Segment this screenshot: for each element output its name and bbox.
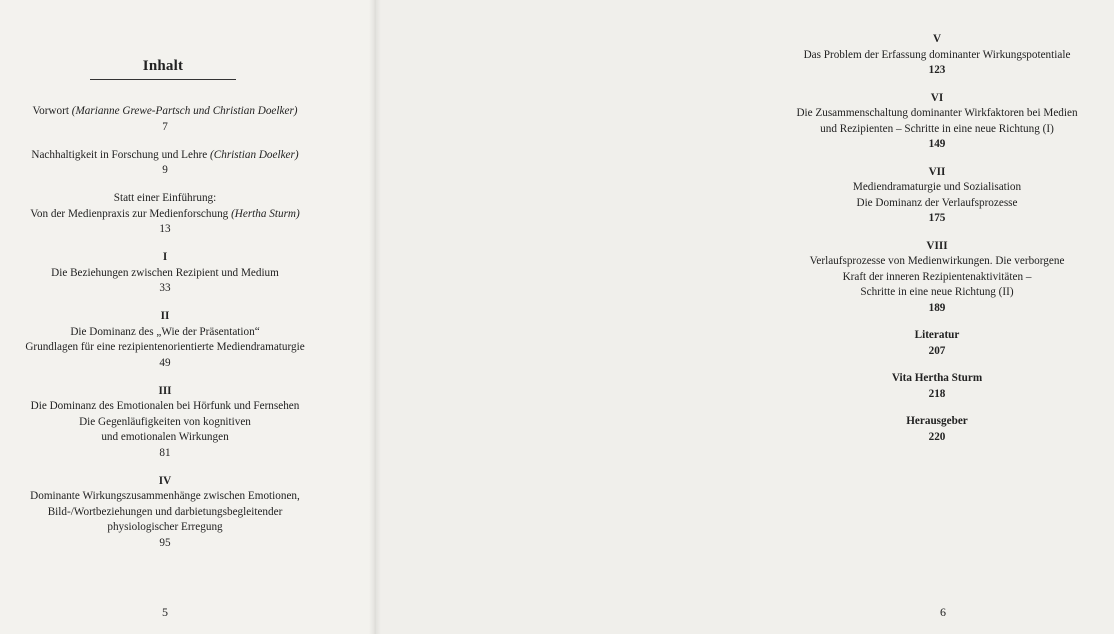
toc-page-number: 218	[928, 387, 946, 400]
entry-title-text: Bild-/Wortbeziehungen und darbietungsbegleitender	[47, 505, 283, 518]
chapter-numeral: VII	[928, 165, 946, 178]
toc-entry	[0, 148, 330, 179]
toc-page-number: 175	[928, 212, 946, 224]
toc-entry-title-line: Vita Hertha Sturm	[891, 372, 983, 384]
toc-entry	[760, 328, 1114, 359]
toc-entry-title-line	[0, 325, 330, 341]
toc-entry	[0, 384, 330, 462]
toc-entry-title-line: Mediendramaturgie und Sozialisation	[852, 181, 1022, 193]
right-toc-column	[760, 32, 1114, 457]
left-toc-column	[0, 104, 330, 564]
entry-title-text: Die Dominanz des Emotionalen bei Hörfunk und Fernsehen	[30, 400, 300, 412]
toc-entry-title-line: Kraft der inneren Rezipientenaktivitäten –	[842, 270, 1032, 283]
toc-page-number: 207	[928, 344, 946, 357]
entry-title-text: Statt einer Einführung:	[113, 192, 217, 204]
toc-entry-title-line: Herausgeber	[906, 415, 968, 427]
toc-entry-title-line: Die Zusammenschaltung dominanter Wirkfaktoren bei Medien	[796, 107, 1078, 119]
toc-entry	[760, 91, 1114, 153]
chapter-numeral: VIII	[926, 239, 948, 252]
toc-entry-title-line	[0, 104, 330, 120]
entry-title-text: Grundlagen für eine rezipientenorientierte Mediendramaturgie	[25, 341, 305, 353]
toc-entry-title-line: Schritte in eine neue Richtung (II)	[860, 286, 1014, 298]
toc-entry-title-line	[0, 207, 330, 223]
toc-entry-title-line	[0, 266, 330, 282]
toc-entry	[760, 371, 1114, 402]
left-page	[0, 0, 375, 634]
toc-entry-title-line: Verlaufsprozesse von Medienwirkungen. Die verborgene	[809, 255, 1065, 267]
entry-title-text: Dominante Wirkungszusammenhänge zwischen Emotionen,	[30, 490, 300, 502]
toc-entry	[760, 239, 1114, 317]
entry-author: (Christian Doelker)	[210, 148, 299, 161]
toc-entry-title-line	[0, 191, 330, 207]
entry-title-text: und emotionalen Wirkungen	[101, 431, 229, 443]
toc-entry	[0, 474, 330, 552]
toc-entry	[760, 32, 1114, 79]
entry-title-text: Vorwort	[32, 105, 72, 117]
toc-entry-title-line: Literatur	[914, 329, 960, 341]
toc-entry-title-line: Das Problem der Erfassung dominanter Wirkungspotentiale	[803, 48, 1071, 61]
toc-entry-title-line	[0, 430, 330, 446]
entry-title-text: Die Beziehungen zwischen Rezipient und Medium	[51, 266, 279, 279]
toc-page-number: 13	[159, 223, 171, 235]
chapter-numeral: V	[932, 33, 942, 45]
toc-entry	[0, 104, 330, 135]
chapter-numeral: III	[158, 384, 172, 397]
toc-entry-title-line	[0, 489, 330, 505]
toc-entry	[760, 414, 1114, 445]
page-number-left: 5	[162, 605, 168, 619]
toc-entry-title-line: und Rezipienten – Schritte in eine neue Richtung (I)	[820, 122, 1054, 135]
toc-heading: Inhalt	[142, 58, 184, 74]
toc-entry-title-line: Die Dominanz der Verlaufsprozesse	[856, 196, 1018, 209]
page-number-right: 6	[940, 605, 946, 619]
chapter-numeral: II	[160, 310, 170, 322]
toc-page-number: 189	[928, 301, 946, 314]
toc-entry	[760, 165, 1114, 227]
entry-author: (Marianne Grewe-Partsch und Christian Doelker)	[71, 105, 298, 117]
toc-entry-title-line	[0, 520, 330, 536]
toc-page-number: 95	[159, 536, 171, 549]
entry-title-text: Die Dominanz des „Wie der Präsentation“	[70, 325, 260, 338]
toc-entry	[0, 191, 330, 238]
toc-page-number: 220	[928, 430, 946, 443]
toc-page-number: 81	[159, 446, 171, 459]
entry-title-text: Nachhaltigkeit in Forschung und Lehre	[31, 148, 211, 161]
entry-title-text: physiologischer Erregung	[107, 521, 223, 533]
toc-entry-title-line	[0, 505, 330, 521]
chapter-numeral: I	[162, 251, 168, 263]
toc-entry	[0, 309, 330, 371]
toc-page-number: 33	[159, 282, 171, 294]
entry-author: (Hertha Sturm)	[231, 207, 300, 220]
toc-page-number: 123	[928, 64, 946, 76]
chapter-numeral: VI	[930, 91, 944, 104]
right-page	[375, 0, 1078, 634]
heading-underline	[90, 79, 236, 80]
toc-page-number: 49	[159, 356, 171, 369]
toc-entry-title-line	[0, 148, 330, 164]
toc-page-number: 149	[928, 138, 946, 150]
chapter-numeral: IV	[158, 474, 172, 487]
toc-entry-title-line	[0, 340, 330, 356]
entry-title-text: Die Gegenläufigkeiten von kognitiven	[79, 415, 251, 428]
toc-entry	[0, 250, 330, 297]
entry-title-text: Von der Medienpraxis zur Medienforschung	[30, 207, 232, 220]
toc-entry-title-line	[0, 415, 330, 431]
toc-page-number: 9	[162, 164, 168, 176]
toc-page-number: 7	[162, 120, 168, 133]
toc-entry-title-line	[0, 399, 330, 415]
